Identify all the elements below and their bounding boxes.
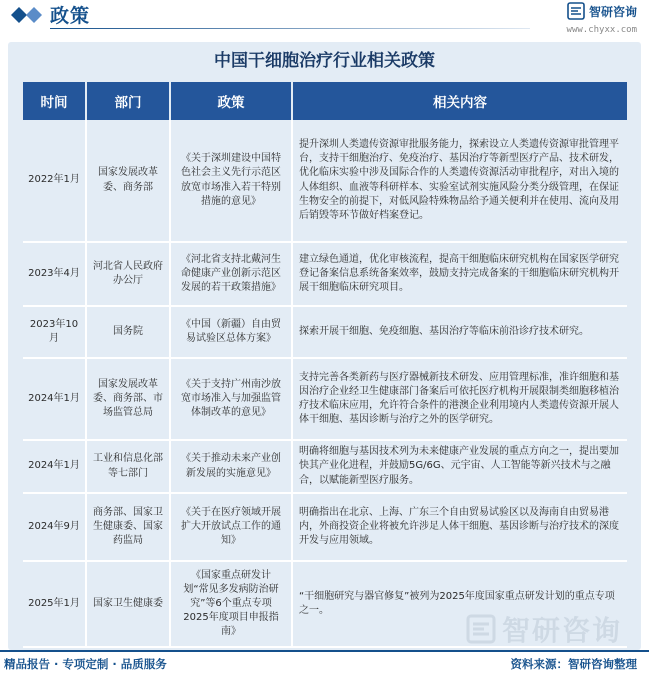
row-time: 2024年9月 [23, 494, 87, 562]
row-dept: 国家发展改革委、商务部 [87, 120, 171, 243]
table-row [23, 307, 627, 359]
row-policy: 《关于在医疗领域开展扩大开放试点工作的通知》 [171, 494, 293, 562]
row-time: 2023年4月 [23, 243, 87, 307]
row-time: 2022年1月 [23, 120, 87, 243]
footer-slogan: 精品报告 · 专项定制 · 品质服务 [4, 657, 167, 671]
table-row [23, 243, 627, 307]
table-row [23, 494, 627, 562]
brand [567, 2, 637, 20]
watermark-logo-icon [466, 614, 496, 644]
row-dept: 国务院 [87, 307, 171, 359]
brand-name: 智研咨询 [588, 4, 637, 19]
table-title: 中国干细胞治疗行业相关政策 [214, 51, 435, 71]
table-row [23, 359, 627, 441]
row-dept: 工业和信息化部等七部门 [87, 441, 171, 494]
table-row [23, 120, 627, 243]
row-policy: 《河北省支持北戴河生命健康产业创新示范区发展的若干政策措施》 [171, 243, 293, 307]
column-header-dept: 部门 [87, 82, 171, 120]
row-content: 提升深圳人类遗传资源审批服务能力，探索设立人类遗传资源审批管理平台，支持干细胞治疗、免疫治疗、基因治疗等新型医疗产品、技术研发，优化临床实验中涉及国际合作的人类遗传资源活动审批程序，对出入境的人体组织、血液等科研样本、实验室试剂实施风险分类分级管理，在保证生物安全的前提下，对低风险特殊物品给予通关便利并在使用、流向及用后销毁等环节做好档案登记。 [293, 120, 627, 243]
row-content: 支持完善各类新药与医疗器械新技术研发、应用管理标准，准许细胞和基因治疗企业经卫生健康部门备案后可依托医疗机构开展限制类细胞移植治疗技术临床应用，允许符合条件的港澳企业利用境内人类遗传资源开展人体干细胞、基因诊断与治疗之外的医学研究。 [293, 359, 627, 441]
row-content: 建立绿色通道，优化审核流程，提高干细胞临床研究机构在国家医学研究登记备案信息系统备案效率，鼓励支持完成备案的干细胞临床研究机构开展干细胞临床研究项目。 [293, 243, 627, 307]
page-footer [0, 650, 649, 677]
diamond-bullets-icon [10, 6, 50, 24]
row-content: 明确将细胞与基因技术列为未来健康产业发展的重点方向之一，提出要加快其产业化进程，并鼓励5G/6G、元宇宙、人工智能等新兴技术与之融合，以赋能新型医疗服务。 [293, 441, 627, 494]
row-policy: 《国家重点研发计划“常见多发病防治研究”等6个重点专项2025年度项目申报指南》 [171, 562, 293, 648]
row-time: 2024年1月 [23, 359, 87, 441]
footer-source: 资料来源：智研咨询整理 [510, 657, 637, 671]
brand-logo-icon [567, 2, 585, 20]
header-rule [50, 28, 530, 29]
row-time: 2023年10月 [23, 307, 87, 359]
row-content: 明确指出在北京、上海、广东三个自由贸易试验区以及海南自由贸易港内，外商投资企业将被允许涉足人体干细胞、基因诊断与治疗技术的深度开发与应用领域。 [293, 494, 627, 562]
row-dept: 河北省人民政府办公厅 [87, 243, 171, 307]
row-dept: 国家发展改革委、商务部、市场监管总局 [87, 359, 171, 441]
row-policy: 《关于深圳建设中国特色社会主义先行示范区放宽市场准入若干特别措施的意见》 [171, 120, 293, 243]
section-title: 政策 [50, 5, 91, 27]
row-content: 探索开展干细胞、免疫细胞、基因治疗等临床前沿诊疗技术研究。 [293, 307, 627, 359]
row-time: 2024年1月 [23, 441, 87, 494]
column-header-policy: 政策 [171, 82, 293, 120]
row-dept: 商务部、国家卫生健康委、国家药监局 [87, 494, 171, 562]
table-row [23, 441, 627, 494]
page-header [0, 0, 649, 40]
policy-table [23, 82, 627, 648]
table-header-row [23, 82, 627, 120]
row-policy: 《关于支持广州南沙放宽市场准入与加强监管体制改革的意见》 [171, 359, 293, 441]
brand-url: www.chyxx.com [566, 25, 637, 35]
watermark-text: 智研咨询 [502, 614, 623, 647]
row-content: “干细胞研究与器官修复”被列为2025年度国家重点研发计划的重点专项之一。 [293, 562, 627, 648]
row-policy: 《中国（新疆）自由贸易试验区总体方案》 [171, 307, 293, 359]
row-time: 2025年1月 [23, 562, 87, 648]
watermark [466, 609, 622, 649]
row-dept: 国家卫生健康委 [87, 562, 171, 648]
column-header-time: 时间 [23, 82, 87, 120]
row-policy: 《关于推动未来产业创新发展的实施意见》 [171, 441, 293, 494]
column-header-content: 相关内容 [293, 82, 627, 120]
